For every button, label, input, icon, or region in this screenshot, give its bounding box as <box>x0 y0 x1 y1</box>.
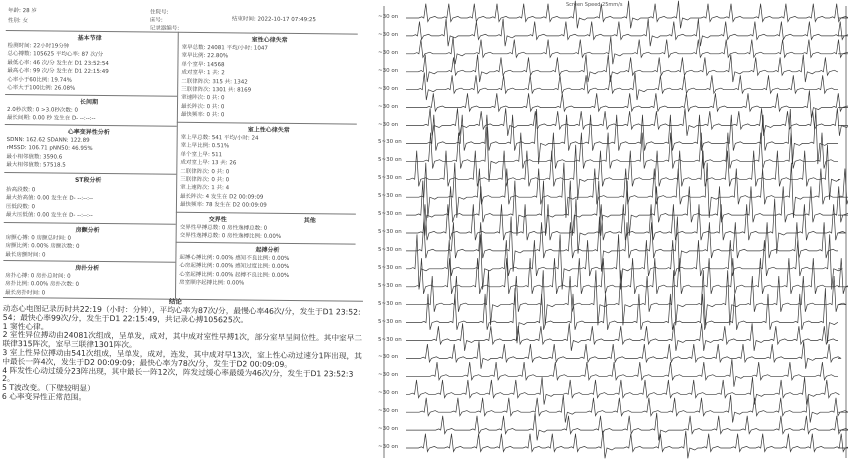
ecg-trace <box>406 19 848 47</box>
lead-label: 5~30 on <box>378 193 402 200</box>
pacing-block: 起搏心搏比例: 0.00% 感知不良比例: 0.00% 心房起搏比例: 0.00% 感知过度比例: 0.00% 心室起搏比例: 0.00% 起搏不良比例: 0.00% 房室顺序起搏比例: 0.00% <box>179 254 290 287</box>
ecg-trace <box>406 127 838 182</box>
divider <box>3 297 363 302</box>
section-other: 其他 <box>303 217 316 225</box>
ecg-trace <box>406 413 848 441</box>
ecg-report-page <box>0 0 372 465</box>
lead-label: ~30 on <box>378 67 399 74</box>
lead-label: ~30 on <box>378 426 399 433</box>
lead-label: 5~30 on <box>378 175 402 182</box>
ecg-traces <box>376 0 848 465</box>
screen-speed-label: Screen Speed 25mm/s <box>566 2 623 8</box>
lead-label: ~30 on <box>378 444 399 450</box>
recorder-no-field: 记录器编号: <box>149 25 180 32</box>
section-long-rr: 长间期 <box>79 98 99 106</box>
lead-label: ~30 on <box>378 372 399 379</box>
conclusion-text: 动态心电图记录历时共22:19（小时：分钟），平均心率为87次/分，最慢心率46次/分，发生于D1 23:52:54；最快心率99次/分，发生于D1 22:15:49，共记录心搏105625次。 1 窦性心律。 2 室性异位搏动由24081次组成，呈单发，成对，其中成对室性早搏1次，部分室早呈间位性。其中室早二联律315阵次，室早三联律1301阵次。 3 室上性异位搏动由541次组成，呈单发，成对，连发，其中成对早13次，室上性心动过速分1阵出现，其中最长一阵4次，发生于D2 00:09:09；最快心率为78次/分，发生于D2 00:09:09。 4 阵发性心动过缓分23阵出现，其中最长一阵12次，阵发过缓心率最缓为46次/分，发生于D1 23:52:32。 5 T波改变。（下壁较明显） 6 心率变异性正常范围。 <box>1 303 363 402</box>
ecg-trace <box>406 109 838 164</box>
ecg-trace <box>406 108 848 136</box>
lead-label: ~30 on <box>378 14 399 20</box>
lead-label: 5~30 on <box>378 211 402 218</box>
lead-label: ~30 on <box>378 85 399 92</box>
column-divider <box>175 32 179 299</box>
inpatient-no-field: 住院号: <box>149 9 169 16</box>
ecg-trace <box>406 359 838 387</box>
section-ventricular: 室性心律失常 <box>251 36 288 44</box>
lead-label: 5~30 on <box>378 336 402 343</box>
ecg-trace <box>406 431 848 459</box>
basic-rhythm-block: 检测时间: 22小时19分钟 总心搏数: 105625 平均心率: 87 次/分 最低心率: 46 次/分 发生在 D1 23:52:54 最高心率: 99 次/分 发生在 D1 22:15:49 心率小于60比例: 19.74% 心率大于100比例: 26.08% <box>7 42 109 92</box>
lead-label: ~30 on <box>378 49 399 56</box>
section-conclusion: 结论 <box>168 297 182 306</box>
section-hrv: 心率变异性分析 <box>67 128 110 137</box>
lead-label: ~30 on <box>378 390 399 397</box>
section-junction: 交界性 <box>208 216 227 224</box>
lead-label: ~30 on <box>378 31 399 38</box>
lead-label: ~30 on <box>378 121 399 128</box>
afl-block: 房扑心搏: 0 房扑总时间: 0 房扑比例: 0.00% 房扑次数: 0 最长房扑时间: 0 <box>5 272 80 297</box>
lead-label: ~30 on <box>378 103 399 110</box>
ecg-trace <box>406 270 846 325</box>
lead-label: ~30 on <box>378 408 399 415</box>
lead-label: 5~30 on <box>378 139 402 146</box>
section-basic-rhythm: 基本节律 <box>77 34 102 42</box>
ecg-trace <box>406 55 838 83</box>
report-scan <box>0 0 372 465</box>
lead-label: 5~30 on <box>378 282 402 289</box>
lead-label: 5~30 on <box>378 229 402 235</box>
section-supraventricular: 室上性心律失常 <box>247 126 290 134</box>
junction-block: 交界性早搏总数: 0 房性逸搏总数: 0 交界性逸搏总数: 0 房性逸搏比例: 0.00% <box>179 224 282 241</box>
section-afl: 房扑分析 <box>75 264 100 272</box>
lead-label: 5~30 on <box>378 318 402 325</box>
lead-label: 5~30 on <box>378 246 402 253</box>
ecg-trace <box>406 37 848 65</box>
age-field: 年龄: 28 岁 <box>7 7 37 15</box>
ecg-trace <box>406 323 838 351</box>
ecg-trace <box>406 73 838 101</box>
bed-no-field: 床号: <box>149 17 163 24</box>
st-block: 抬高段数: 0 最大抬高值: 0.00 发生在 D- --:--:-- 压低段数: 0 最大压低值: 0.00 发生在 D- --:--:-- <box>5 186 93 220</box>
ecg-trace <box>406 341 841 369</box>
hrv-block: SDNN: 162.62 SDANN: 122.89 rMSSD: 106.71 pNN50: 46.95% 最小相邻值数: 3590.6 最大相邻值数: 57518.5 <box>6 136 93 169</box>
section-af: 房颤分析 <box>75 226 100 234</box>
end-time-field: 结束时间: 2022-10-17 07:49:25 <box>231 16 316 24</box>
ecg-strip-page <box>376 0 848 465</box>
long-rr-block: 2.0秒次数: 0 >3.0秒次数: 0 最长间期: 0.00 秒 发生在 D- --:--:-- <box>6 106 96 123</box>
ecg-trace <box>406 377 839 405</box>
section-st: ST段分析 <box>74 176 102 184</box>
supraventricular-block: 室上早总数: 541 平均/小时: 24 室上早比例: 0.51% 单个室上早: 511 成对室上早: 13 共: 26 二联律阵次: 0 共: 0 三联律阵次: 0 共: 0 室上速阵次: 1 共: 4 最长阵次: 4 发生在 D2 00:09:09 最快频率: 78 发生在 D2 00:09:09 <box>179 134 267 209</box>
lead-label: ~30 on <box>378 354 399 361</box>
lead-label: 5~30 on <box>378 300 402 307</box>
lead-label: 5~30 on <box>378 157 402 164</box>
section-pacing: 起搏分析 <box>255 246 280 254</box>
ecg-trace <box>406 145 840 200</box>
ventricular-block: 室早总数: 24081 平均/小时: 1047 室早比例: 22.80% 单个室早: 14568 成对室早: 1 共: 2 二联律阵次: 315 共: 1342 三联律阵次: 1301 共: 8169 室速阵次: 0 共: 0 最长阵次: 0 共: 0 最快频率: 0 共: 0 <box>180 44 268 119</box>
ecg-trace <box>406 395 848 423</box>
ecg-trace <box>406 258 848 294</box>
ecg-trace <box>406 90 848 118</box>
lead-label: 5~30 on <box>378 264 402 271</box>
af-block: 房颤心搏: 0 房颤总时间: 0 房颤比例: 0.00% 房颤次数: 0 最长房颤时间: 0 <box>5 234 80 259</box>
gender-field: 性别: 女 <box>7 17 29 25</box>
